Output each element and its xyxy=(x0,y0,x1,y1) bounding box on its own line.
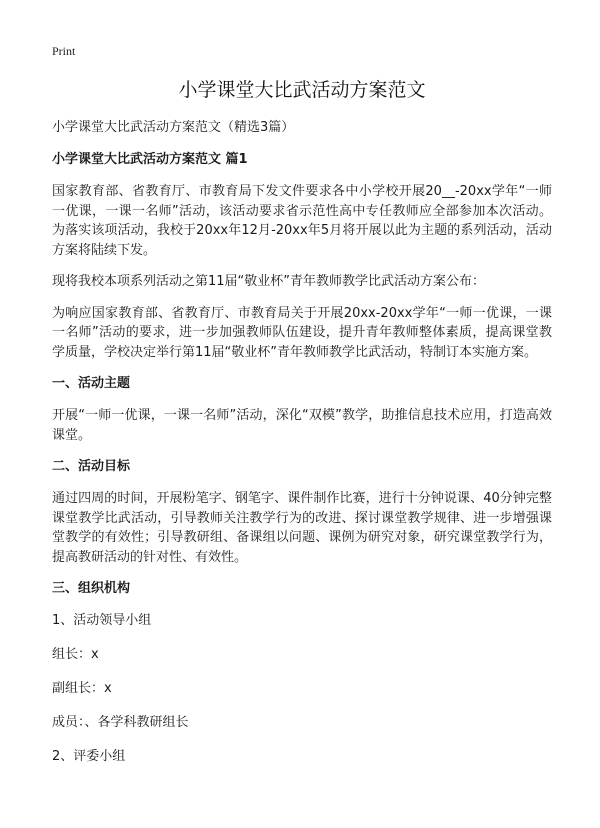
section-heading-theme: 一、活动主题 xyxy=(52,376,131,391)
document-subtitle: 小学课堂大比武活动方案范文（精选3篇） xyxy=(52,120,295,135)
list-item: 组长：x xyxy=(52,647,99,662)
section-heading-organization: 三、组织机构 xyxy=(52,581,131,596)
section-heading-goals: 二、活动目标 xyxy=(52,459,131,474)
purpose-paragraph: 为响应国家教育部、省教育厅、市教育局关于开展20xx-20xx学年“一师一优课，一课一名师”活动的要求，进一步加强教师队伍建设，提升青年教师整体素质，提高课堂教学质量，学校决定举行第11届“敬业杯”青年教师教学比武活动，特制订本实施方案。 xyxy=(52,305,552,360)
list-item: 副组长：x xyxy=(52,681,112,696)
announcement-paragraph: 现将我校本项系列活动之第11届“敬业杯”青年教师教学比武活动方案公布： xyxy=(52,274,486,289)
section-text-goals: 通过四周的时间，开展粉笔字、钢笔字、课件制作比赛，进行十分钟说课、40分钟完整课堂教学比武活动，引导教师关注教学行为的改进、探讨课堂教学规律、进一步增强课堂教学的有效性；引导教研组、备课组以问题、课例为研究对象，研究课堂教学行为，提高教研活动的针对性、有效性。 xyxy=(52,491,552,565)
document-title: 小学课堂大比武活动方案范文 xyxy=(178,79,426,101)
document-page xyxy=(52,76,552,781)
section-text-theme: 开展“一师一优课，一课一名师”活动，深化“双模”教学，助推信息技术应用，打造高效课堂。 xyxy=(52,408,552,443)
print-link[interactable]: Print xyxy=(52,44,76,58)
list-item: 1、活动领导小组 xyxy=(52,613,152,628)
list-item: 2、评委小组 xyxy=(52,749,126,764)
intro-paragraph: 国家教育部、省教育厅、市教育局下发文件要求各中小学校开展20__-20xx学年“一师一优课，一课一名师”活动，该活动要求省示范性高中专任教师应全部参加本次活动。为落实该项活动，我校于20xx年12月-20xx年5月将开展以此为主题的系列活动，活动方案将陆续下发。 xyxy=(52,184,552,258)
article-heading: 小学课堂大比武活动方案范文 篇1 xyxy=(52,152,248,167)
list-item: 成员：、各学科教研组长 xyxy=(52,715,189,730)
